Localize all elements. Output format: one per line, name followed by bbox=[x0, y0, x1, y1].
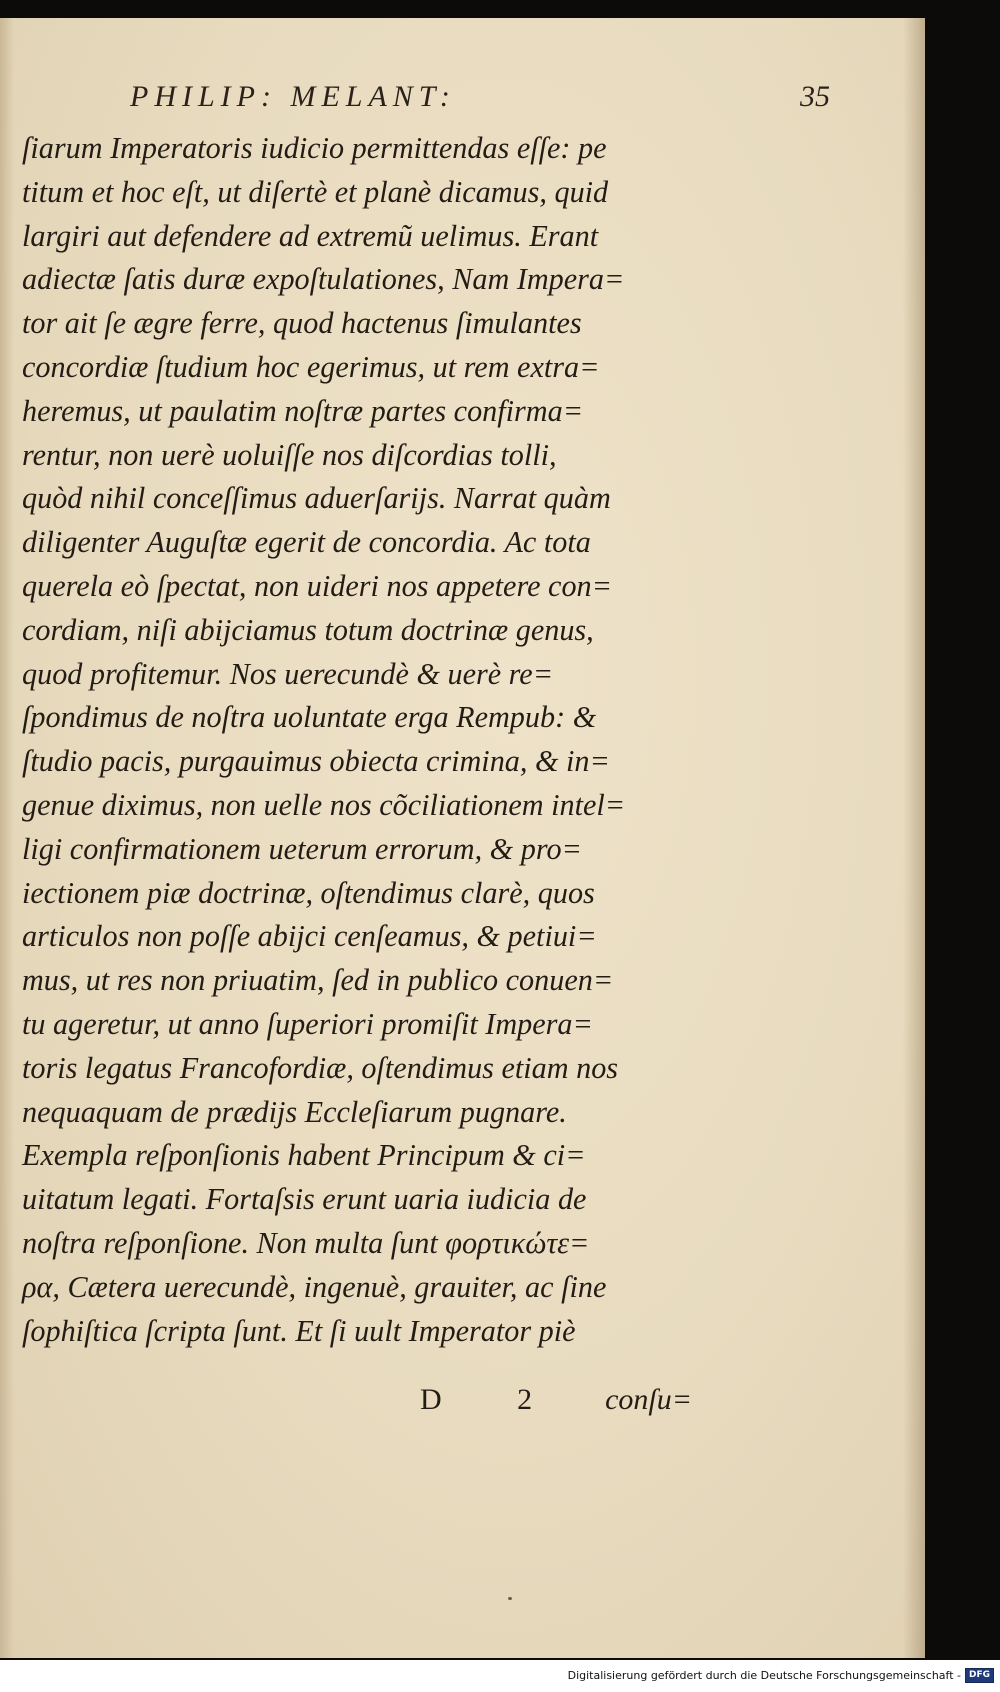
text-line: genue diximus, non uelle nos cõciliationem intel= bbox=[22, 786, 626, 822]
text-line: mus, ut res non priuatim, ſed in publico conuen= bbox=[22, 962, 614, 998]
text-line: quòd nihil conceſſimus aduerſarijs. Narrat quàm bbox=[22, 480, 611, 516]
catchword: conſu= bbox=[605, 1383, 692, 1416]
text-line: largiri aut defendere ad extremũ uelimus. Erant bbox=[22, 217, 599, 253]
text-line: diligenter Auguſtæ egerit de concordia. Ac tota bbox=[22, 524, 591, 560]
footer-credit-text: Digitalisierung gefördert durch die Deutsche Forschungsgemeinschaft - bbox=[567, 1668, 961, 1682]
book-page bbox=[0, 18, 925, 1658]
digitization-footer bbox=[568, 1665, 994, 1685]
signature-mark: D 2 bbox=[420, 1383, 567, 1416]
text-line: querela eò ſpectat, non uideri nos appetere con= bbox=[22, 567, 613, 603]
text-line: uitatum legati. Fortaſsis erunt uaria iudicia de bbox=[22, 1181, 587, 1217]
text-line: tu ageretur, ut anno ſuperiori promiſit Impera= bbox=[22, 1005, 593, 1041]
text-line: rentur, non uerè uoluiſſe nos diſcordias tolli, bbox=[22, 436, 557, 472]
text-line: ligi confirmationem ueterum errorum, & pro= bbox=[22, 830, 582, 866]
text-line: ſophiſtica ſcripta ſunt. Et ſi uult Imperator piè bbox=[22, 1312, 576, 1348]
text-line: nequaquam de prædijs Eccleſiarum pugnare. bbox=[22, 1093, 567, 1129]
text-line: iectionem piæ doctrinæ, oſtendimus clarè, quos bbox=[22, 874, 595, 910]
text-line: adiectæ ſatis duræ expoſtulationes, Nam Impera= bbox=[22, 261, 625, 297]
text-line: ſtudio pacis, purgauimus obiecta crimina, & in= bbox=[22, 743, 610, 779]
text-line: concordiæ ſtudium hoc egerimus, ut rem extra= bbox=[22, 348, 600, 384]
text-line: quod profitemur. Nos uerecundè & uerè re= bbox=[22, 655, 554, 691]
text-line: tor ait ſe ægre ferre, quod hactenus ſimulantes bbox=[22, 305, 582, 341]
running-head bbox=[130, 80, 830, 114]
page-bottom-line bbox=[420, 1383, 692, 1417]
text-line: ſiarum Imperatoris iudicio permittendas eſſe: pe bbox=[22, 130, 607, 165]
text-line: articulos non poſſe abijci cenſeamus, & petiui= bbox=[22, 918, 597, 954]
text-line: titum et hoc eſt, ut diſertè et planè dicamus, quid bbox=[22, 173, 609, 209]
text-line: ρα, Cætera uerecundè, ingenuè, grauiter, ac ſine bbox=[22, 1268, 607, 1304]
text-line: cordiam, niſi abijciamus totum doctrinæ genus, bbox=[22, 611, 594, 647]
body-text bbox=[22, 126, 712, 1352]
text-line: heremus, ut paulatim noſtræ partes confirma= bbox=[22, 392, 584, 428]
text-line: noſtra reſponſione. Non multa ſunt φορτικώτε= bbox=[22, 1224, 590, 1260]
text-line: toris legatus Francofordiæ, oſtendimus etiam nos bbox=[22, 1049, 619, 1085]
running-head-title: PHILIP: MELANT: bbox=[130, 80, 456, 113]
paper-speck bbox=[508, 1597, 512, 1600]
dfg-logo-icon: DFG bbox=[965, 1668, 994, 1683]
text-line: ſpondimus de noſtra uoluntate erga Rempub: & bbox=[22, 699, 597, 735]
text-line: Exempla reſponſionis habent Principum & ci= bbox=[22, 1137, 586, 1173]
page-number: 35 bbox=[800, 80, 830, 113]
